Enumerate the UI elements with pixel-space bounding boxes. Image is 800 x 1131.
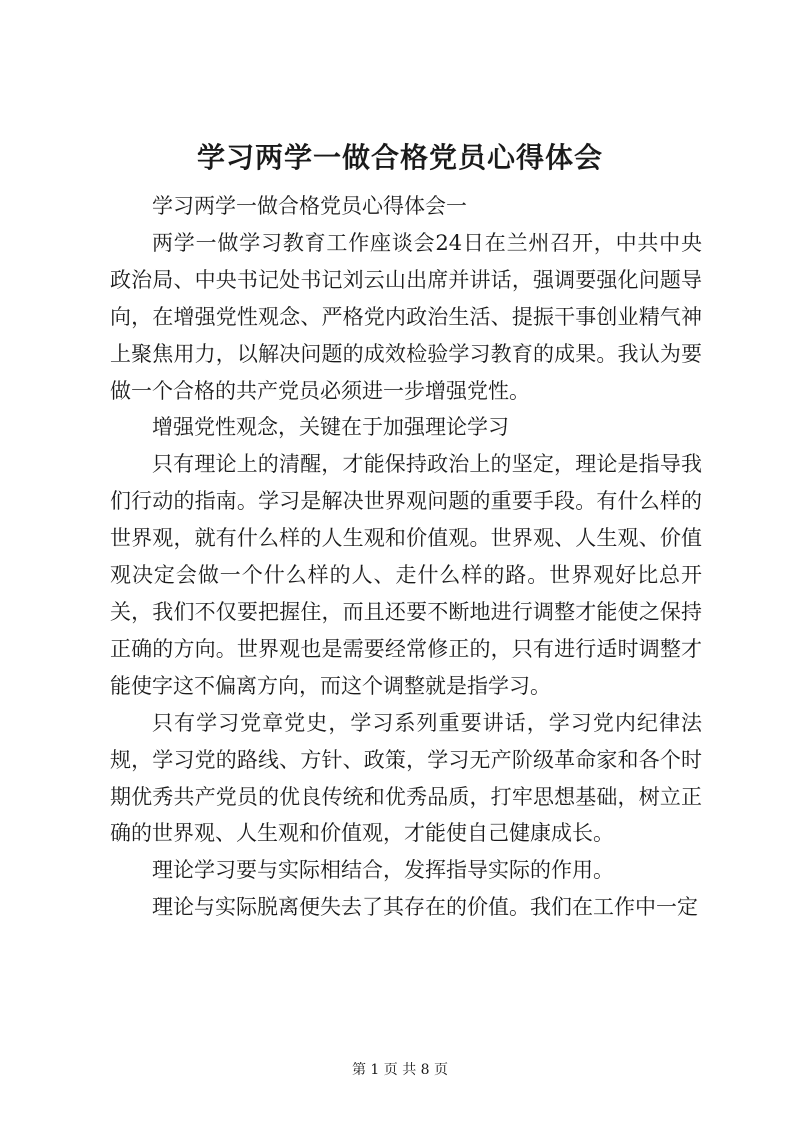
paragraph: 只有学习党章党史，学习系列重要讲话，学习党内纪律法规，学习党的路线、方针、政策，学习无产阶级革命家和各个时期优秀共产党员的优良传统和优秀品质，打牢思想基础，树立正确的世界观、人生观和价值观，才能使自己健康成长。 — [110, 710, 702, 846]
paragraph-heading: 增强党性观念，关键在于加强理论学习 — [152, 415, 509, 440]
page-number-footer: 第 1 页 共 8 页 — [351, 1062, 449, 1078]
page-title: 学习两学一做合格党员心得体会 — [196, 141, 603, 174]
paragraph-heading: 理论学习要与实际相结合，发挥指导实际的作用。 — [152, 858, 614, 883]
paragraph: 两学一做学习教育工作座谈会24日在兰州召开，中共中央政治局、中央书记处书记刘云山出席并讲话，强调要强化问题导向，在增强党性观念、严格党内政治生活、提振干事创业精气神上聚焦用力，以解决问题的成效检验学习教育的成果。我认为要做一个合格的共产党员必须进一步增强党性。 — [110, 230, 702, 403]
paragraph: 理论与实际脱离便失去了其存在的价值。我们在工作中一定 — [152, 895, 698, 920]
paragraph-subtitle: 学习两学一做合格党员心得体会一 — [152, 194, 467, 218]
paragraph: 只有理论上的清醒，才能保持政治上的坚定，理论是指导我们行动的指南。学习是解决世界观问题的重要手段。有什么样的世界观，就有什么样的人生观和价值观。世界观、人生观、价值观决定会做一个什么样的人、走什么样的路。世界观好比总开关，我们不仅要把握住，而且还要不断地进行调整才能使之保持正确的方向。世界观也是需要经常修正的，只有进行适时调整才能使字这不偏离方向，而这个调整就是指学习。 — [110, 452, 702, 698]
document-body — [110, 188, 702, 926]
